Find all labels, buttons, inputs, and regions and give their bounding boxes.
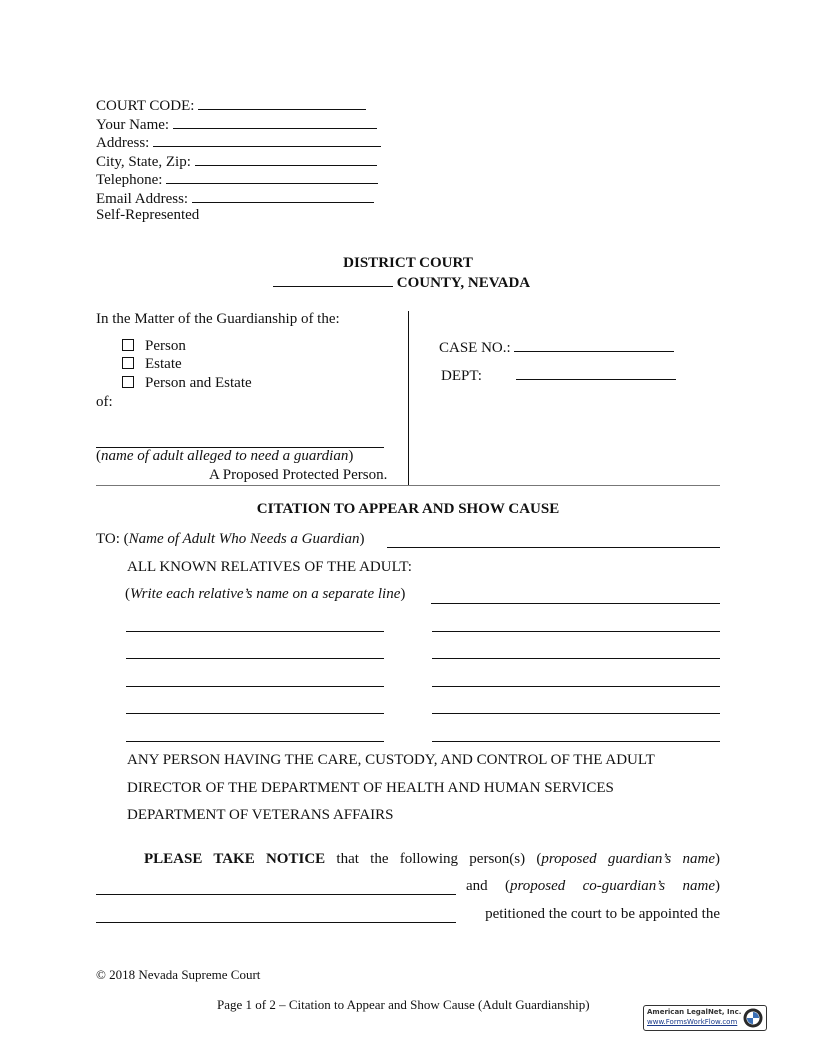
relative-line[interactable]: [432, 741, 720, 742]
dept-field: [441, 366, 676, 385]
self-represented-label: Self-Represented: [96, 207, 200, 223]
option-person-label: Person: [145, 338, 186, 354]
dept-line[interactable]: [516, 366, 676, 380]
person-checkbox[interactable]: [122, 339, 134, 351]
telephone-field: [96, 170, 378, 189]
proposed-coguardian-hint: proposed co-guardian’s name: [510, 878, 715, 894]
your-name-line[interactable]: [173, 115, 377, 129]
person-and-estate-checkbox[interactable]: [122, 376, 134, 388]
relative-line[interactable]: [431, 603, 720, 604]
option-person-and-estate-label: Person and Estate: [145, 375, 252, 391]
option-estate-label: Estate: [145, 356, 182, 372]
proposed-guardian-line[interactable]: [96, 894, 456, 895]
court-code-line[interactable]: [198, 96, 366, 110]
adult-name-hint-text: name of adult alleged to need a guardian: [101, 448, 349, 464]
notice-line-3: petitioned the court to be appointed the: [485, 906, 720, 922]
court-code-field: [96, 96, 366, 115]
recipient-care-custody: ANY PERSON HAVING THE CARE, CUSTODY, AND CONTROL OF THE ADULT: [127, 752, 655, 768]
city-state-zip-line[interactable]: [195, 152, 377, 166]
notice-line-2: and (proposed co-guardian’s name): [466, 878, 720, 894]
case-number-line[interactable]: [514, 338, 674, 352]
county-blank[interactable]: [273, 273, 393, 287]
relative-line[interactable]: [432, 713, 720, 714]
address-field: [96, 133, 381, 152]
city-state-zip-label: City, State, Zip:: [96, 154, 191, 170]
matter-intro: In the Matter of the Guardianship of the:: [96, 311, 340, 327]
telephone-label: Telephone:: [96, 172, 163, 188]
court-code-label: COURT CODE:: [96, 98, 195, 114]
page-footer-label: Page 1 of 2 – Citation to Appear and Show Cause (Adult Guardianship): [217, 997, 590, 1012]
county-suffix: COUNTY, NEVADA: [396, 275, 531, 291]
relative-line[interactable]: [126, 741, 384, 742]
document-title: CITATION TO APPEAR AND SHOW CAUSE: [256, 501, 560, 517]
option-estate[interactable]: [122, 356, 182, 373]
option-person-and-estate[interactable]: [122, 375, 252, 392]
recipient-dhhs-director: DIRECTOR OF THE DEPARTMENT OF HEALTH AND HUMAN SERVICES: [127, 780, 614, 796]
of-label: of:: [96, 394, 113, 410]
case-number-field: [439, 338, 674, 357]
copyright-notice: © 2018 Nevada Supreme Court: [96, 967, 261, 982]
relative-line[interactable]: [126, 686, 384, 687]
relatives-heading: ALL KNOWN RELATIVES OF THE ADULT:: [127, 559, 412, 575]
relative-line[interactable]: [432, 686, 720, 687]
badge-url[interactable]: www.FormsWorkFlow.com: [647, 1018, 738, 1026]
caption-divider: [408, 311, 409, 486]
relative-line[interactable]: [432, 658, 720, 659]
relatives-hint-line: (Write each relative’s name on a separate line): [125, 586, 406, 602]
your-name-label: Your Name:: [96, 117, 170, 133]
proposed-coguardian-line[interactable]: [96, 922, 456, 923]
protected-person-label: A Proposed Protected Person.: [209, 467, 388, 483]
notice-lead: PLEASE TAKE NOTICE: [144, 851, 326, 867]
relative-line[interactable]: [126, 631, 384, 632]
recipient-veterans-affairs: DEPARTMENT OF VETERANS AFFAIRS: [127, 807, 394, 823]
relative-line[interactable]: [126, 713, 384, 714]
to-hint: Name of Adult Who Needs a Guardian: [128, 531, 360, 547]
legalnet-badge[interactable]: [643, 1005, 767, 1031]
option-person[interactable]: [122, 338, 186, 355]
relatives-hint: Write each relative’s name on a separate line: [130, 586, 401, 602]
email-field: [96, 189, 374, 208]
city-state-zip-field: [96, 152, 377, 171]
case-number-label: CASE NO.:: [439, 340, 511, 356]
court-name: DISTRICT COURT: [343, 255, 473, 271]
proposed-guardian-hint: proposed guardian’s name: [541, 851, 715, 867]
badge-company: American LegalNet, Inc.: [647, 1008, 742, 1016]
relative-line[interactable]: [126, 658, 384, 659]
email-label: Email Address:: [96, 191, 189, 207]
county-line: [273, 273, 530, 292]
adult-name-hint: (name of adult alleged to need a guardian): [96, 448, 354, 464]
caption-bottom-rule: [96, 485, 720, 486]
to-line-label: TO: (Name of Adult Who Needs a Guardian): [96, 531, 365, 547]
email-line[interactable]: [192, 189, 374, 203]
your-name-field: [96, 115, 377, 134]
dept-label: DEPT:: [441, 368, 482, 384]
adult-recipient-line[interactable]: [387, 547, 720, 548]
address-label: Address:: [96, 135, 150, 151]
notice-line-1: PLEASE TAKE NOTICE that the following person(s) (proposed guardian’s name): [144, 851, 720, 867]
address-line[interactable]: [153, 133, 381, 147]
relative-line[interactable]: [432, 631, 720, 632]
badge-logo-icon: [742, 1007, 764, 1029]
telephone-line[interactable]: [166, 170, 378, 184]
estate-checkbox[interactable]: [122, 357, 134, 369]
